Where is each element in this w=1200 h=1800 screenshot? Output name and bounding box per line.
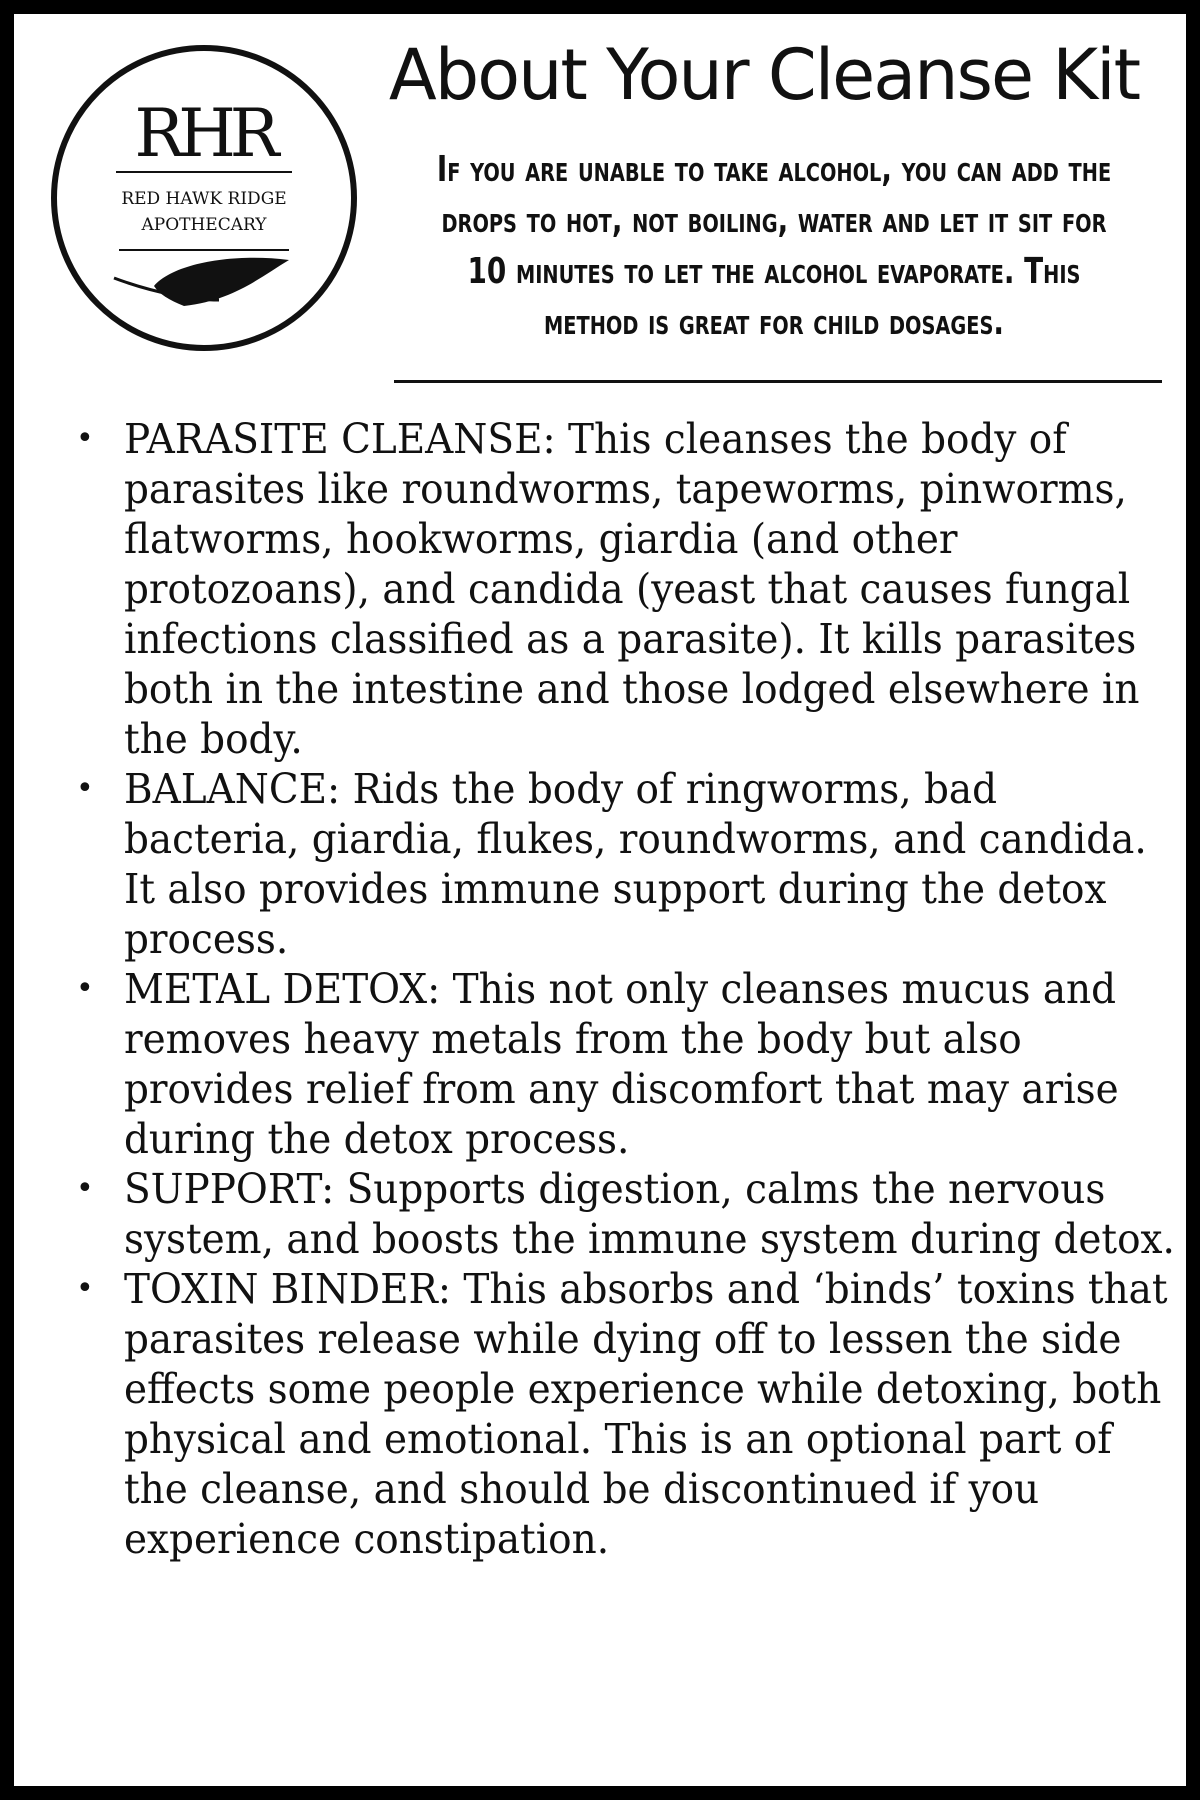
list-item-metal-detox [72, 964, 1182, 1164]
list-item-parasite-cleanse [72, 414, 1182, 764]
info-card [14, 14, 1186, 1786]
feather-icon [114, 258, 289, 306]
bullet: • [76, 1271, 94, 1306]
list-item-text: TOXIN BINDER: This absorbs and ‘binds’ toxins that parasites release while dying off to lessen the side effects some people experience while detoxing, both physical and emotional. This is an optional part of the cleanse, and should be discontinued if you experience constipation. [124, 1265, 1168, 1563]
logo-line-1: RED HAWK RIDGE [121, 189, 287, 209]
logo-line-2: APOTHECARY [141, 215, 267, 235]
brand-logo [44, 38, 364, 358]
cleanse-item-list [72, 414, 1182, 1564]
bullet: • [76, 1171, 94, 1206]
list-item-balance [72, 764, 1182, 964]
list-item-text: PARASITE CLEANSE: This cleanses the body of parasites like roundworms, tapeworms, pinworms, flatworms, hookworms, giardia (and other protozoans), and candida (yeast that causes fungal infections classified as a parasite). It kills parasites both in the intestine and those lodged elsewhere in the body. [124, 415, 1140, 763]
alcohol-note: If you are unable to take alcohol, you can add the drops to hot, not boiling, water and let it sit for 10 minutes to let the alcohol evaporate. This method is great for child dosages. [436, 149, 1112, 343]
page-title: About Your Cleanse Kit [388, 34, 1140, 116]
bullet: • [76, 971, 94, 1006]
list-item-text: SUPPORT: Supports digestion, calms the nervous system, and boosts the immune system during detox. [124, 1165, 1175, 1263]
list-item-text: BALANCE: Rids the body of ringworms, bad bacteria, giardia, flukes, roundworms, and candida. It also provides immune support during the detox process. [124, 765, 1147, 963]
bullet: • [76, 771, 94, 806]
list-item-text: METAL DETOX: This not only cleanses mucus and removes heavy metals from the body but also provides relief from any discomfort that may arise during the detox process. [124, 965, 1119, 1163]
bullet: • [76, 421, 94, 456]
list-item-toxin-binder [72, 1264, 1182, 1564]
list-item-support [72, 1164, 1182, 1264]
logo-monogram: RHR [134, 95, 274, 172]
divider [394, 380, 1162, 383]
